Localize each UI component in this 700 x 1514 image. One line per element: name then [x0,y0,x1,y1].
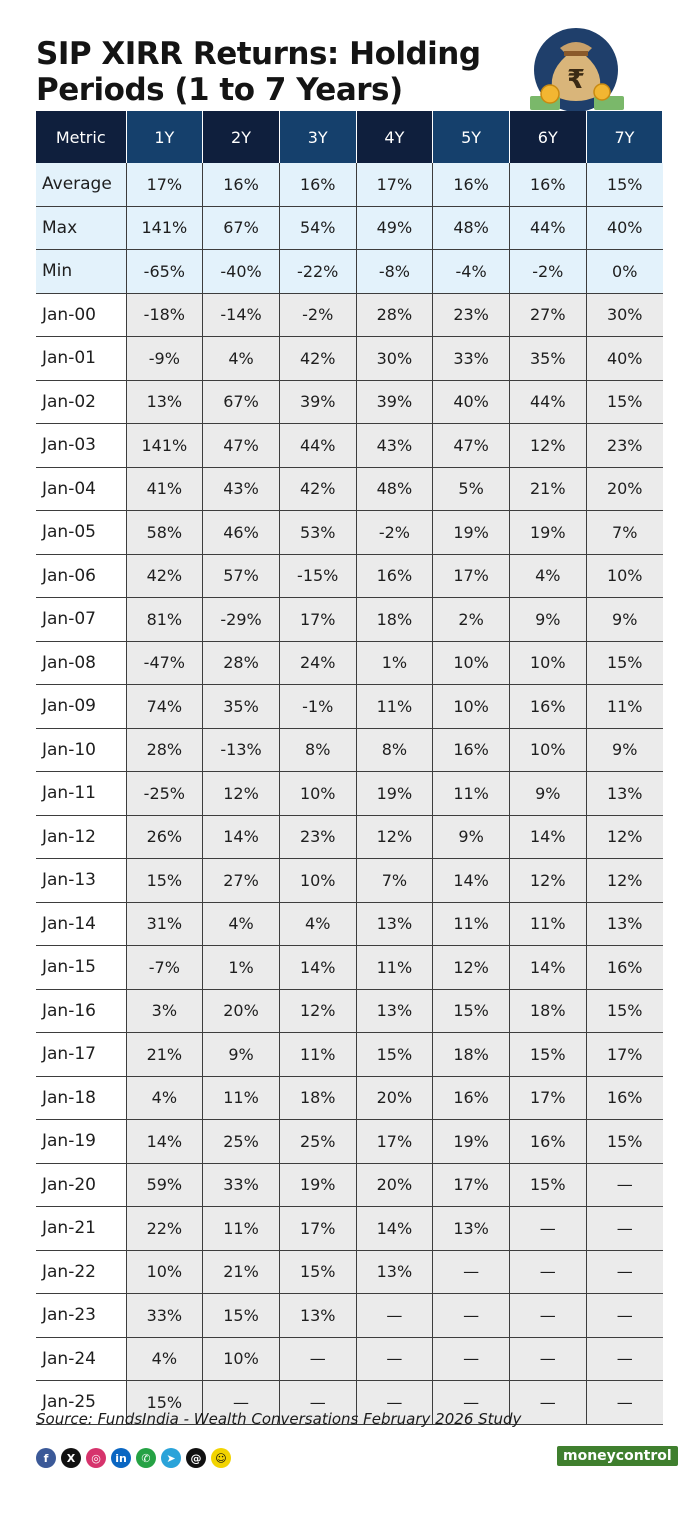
table-cell: 17% [586,1033,663,1077]
column-header: 2Y [203,111,280,163]
table-cell: 16% [586,1076,663,1120]
table-cell: -65% [126,250,203,294]
row-label: Jan-19 [36,1120,126,1164]
table-cell: -2% [509,250,586,294]
table-cell: 16% [586,946,663,990]
table-row [36,1337,663,1381]
table-cell: 23% [586,424,663,468]
table-cell: 16% [203,163,280,206]
table-cell: 15% [586,380,663,424]
table-row [36,380,663,424]
table-row [36,598,663,642]
returns-table [36,111,663,1425]
source-note: Source: FundsIndia - Wealth Conversations February 2026 Study [36,1410,522,1428]
table-cell: 18% [433,1033,510,1077]
table-cell: 13% [433,1207,510,1251]
brand-logo: moneycontrol [557,1446,678,1466]
table-row [36,772,663,816]
table-cell: 14% [509,815,586,859]
table-row [36,1076,663,1120]
table-cell: 14% [279,946,356,990]
instagram-icon[interactable]: ◎ [86,1448,106,1468]
table-row [36,511,663,555]
table-header-row [36,111,663,163]
social-icons [36,1448,231,1468]
table-cell: 11% [586,685,663,729]
table-cell: 44% [509,380,586,424]
row-label: Jan-10 [36,728,126,772]
table-cell: 12% [433,946,510,990]
table-cell: 10% [279,772,356,816]
row-label: Jan-20 [36,1163,126,1207]
table-cell: 16% [509,685,586,729]
table-cell: -9% [126,337,203,381]
table-cell: 30% [586,293,663,337]
table-cell: 19% [433,1120,510,1164]
table-cell: 4% [203,337,280,381]
table-cell: 17% [433,554,510,598]
table-cell: 11% [203,1207,280,1251]
row-label: Jan-09 [36,685,126,729]
table-cell: 41% [126,467,203,511]
table-cell: 15% [586,163,663,206]
table-cell: — [433,1294,510,1338]
table-cell: 13% [279,1294,356,1338]
table-cell: -8% [356,250,433,294]
table-cell: 2% [433,598,510,642]
row-label: Jan-06 [36,554,126,598]
row-label: Jan-24 [36,1337,126,1381]
table-cell: 8% [356,728,433,772]
table-cell: — [586,1294,663,1338]
telegram-icon[interactable]: ➤ [161,1448,181,1468]
table-cell: 74% [126,685,203,729]
table-cell: 21% [203,1250,280,1294]
table-cell: 47% [203,424,280,468]
table-cell: 26% [126,815,203,859]
linkedin-icon[interactable]: in [111,1448,131,1468]
table-row [36,685,663,729]
table-cell: 16% [356,554,433,598]
table-cell: 19% [509,511,586,555]
table-cell: 17% [356,1120,433,1164]
table-cell: -47% [126,641,203,685]
row-label: Jan-04 [36,467,126,511]
table-cell: 16% [279,163,356,206]
table-cell: 1% [356,641,433,685]
table-row [36,641,663,685]
table-cell: 67% [203,206,280,250]
table-cell: 10% [509,728,586,772]
table-cell: 13% [356,989,433,1033]
table-cell: 20% [586,467,663,511]
table-cell: 18% [356,598,433,642]
table-cell: 13% [126,380,203,424]
table-cell: -2% [356,511,433,555]
table-cell: 16% [509,1120,586,1164]
table-cell: 53% [279,511,356,555]
table-cell: 14% [433,859,510,903]
table-cell: 4% [279,902,356,946]
table-cell: 16% [433,728,510,772]
table-cell: — [586,1207,663,1251]
table-cell: 15% [586,1120,663,1164]
table-cell: 27% [203,859,280,903]
table-row [36,1120,663,1164]
table-row [36,250,663,294]
table-cell: 42% [279,467,356,511]
table-cell: 17% [509,1076,586,1120]
table-cell: — [356,1337,433,1381]
table-cell: 25% [279,1120,356,1164]
table-row [36,1163,663,1207]
table-cell: 15% [126,1381,203,1425]
table-cell: 10% [126,1250,203,1294]
table-cell: 39% [356,380,433,424]
table-row [36,554,663,598]
table-cell: 17% [279,598,356,642]
table-cell: 15% [433,989,510,1033]
table-cell: -7% [126,946,203,990]
row-label: Jan-00 [36,293,126,337]
table-cell: 4% [126,1076,203,1120]
table-cell: 17% [433,1163,510,1207]
table-cell: 4% [509,554,586,598]
table-cell: 15% [279,1250,356,1294]
column-header: 3Y [279,111,356,163]
table-cell: — [509,1250,586,1294]
table-cell: 19% [356,772,433,816]
table-cell: 40% [433,380,510,424]
row-label: Max [36,206,126,250]
table-cell: 13% [586,902,663,946]
table-row [36,206,663,250]
table-cell: 11% [356,946,433,990]
table-row [36,337,663,381]
table-cell: 46% [203,511,280,555]
table-cell: 7% [356,859,433,903]
table-cell: 141% [126,424,203,468]
table-cell: 40% [586,206,663,250]
table-cell: -4% [433,250,510,294]
row-label: Jan-22 [36,1250,126,1294]
table-cell: — [433,1250,510,1294]
table-cell: -14% [203,293,280,337]
table-cell: 10% [433,685,510,729]
table-row [36,1294,663,1338]
table-row [36,859,663,903]
column-header: 5Y [433,111,510,163]
table-cell: 3% [126,989,203,1033]
table-cell: 42% [279,337,356,381]
column-header: 1Y [126,111,203,163]
table-cell: 21% [126,1033,203,1077]
table-cell: — [203,1381,280,1425]
table-row [36,1250,663,1294]
table-cell: — [279,1381,356,1425]
row-label: Min [36,250,126,294]
table-cell: 14% [126,1120,203,1164]
table-cell: 25% [203,1120,280,1164]
row-label: Jan-05 [36,511,126,555]
row-label: Jan-14 [36,902,126,946]
row-label: Jan-08 [36,641,126,685]
table-cell: -29% [203,598,280,642]
table-cell: 10% [586,554,663,598]
table-cell: 18% [279,1076,356,1120]
table-cell: 28% [126,728,203,772]
table-cell: -40% [203,250,280,294]
table-cell: 10% [509,641,586,685]
table-cell: 20% [356,1076,433,1120]
table-cell: 16% [433,163,510,206]
table-cell: 19% [279,1163,356,1207]
table-cell: 31% [126,902,203,946]
table-cell: 14% [203,815,280,859]
table-cell: — [433,1337,510,1381]
threads-icon[interactable]: @ [186,1448,206,1468]
table-row [36,946,663,990]
table-cell: — [509,1381,586,1425]
chart-title: SIP XIRR Returns: Holding Periods (1 to 7 Years) [36,36,481,108]
table-cell: 9% [433,815,510,859]
table-cell: 8% [279,728,356,772]
table-cell: 19% [433,511,510,555]
table-cell: 43% [356,424,433,468]
table-cell: — [586,1250,663,1294]
table-cell: 7% [586,511,663,555]
table-row [36,1207,663,1251]
row-label: Jan-25 [36,1381,126,1425]
row-label: Jan-16 [36,989,126,1033]
table-cell: 35% [203,685,280,729]
table-cell: 16% [509,163,586,206]
row-label: Jan-12 [36,815,126,859]
table-cell: 28% [356,293,433,337]
table-cell: 23% [279,815,356,859]
table-cell: 17% [126,163,203,206]
column-header: 7Y [586,111,663,163]
table-row [36,424,663,468]
table-cell: 44% [509,206,586,250]
table-cell: 15% [586,641,663,685]
table-cell: -2% [279,293,356,337]
row-label: Jan-03 [36,424,126,468]
table-row [36,467,663,511]
table-cell: 11% [356,685,433,729]
table-cell: 81% [126,598,203,642]
table-cell: 39% [279,380,356,424]
row-label: Jan-07 [36,598,126,642]
table-cell: 10% [279,859,356,903]
table-cell: 57% [203,554,280,598]
table-cell: 13% [356,902,433,946]
table-cell: 9% [586,598,663,642]
table-cell: 12% [586,815,663,859]
snapchat-icon[interactable]: ☺ [211,1448,231,1468]
table-cell: 13% [356,1250,433,1294]
table-cell: 15% [356,1033,433,1077]
table-cell: 15% [586,989,663,1033]
table-cell: 15% [203,1294,280,1338]
table-cell: 44% [279,424,356,468]
table-cell: 27% [509,293,586,337]
row-label: Jan-11 [36,772,126,816]
table-cell: 49% [356,206,433,250]
table-cell: 14% [356,1207,433,1251]
table-cell: -1% [279,685,356,729]
table-cell: — [433,1381,510,1425]
table-cell: — [509,1337,586,1381]
table-cell: 141% [126,206,203,250]
table-cell: 67% [203,380,280,424]
table-cell: 47% [433,424,510,468]
row-label: Jan-01 [36,337,126,381]
table-cell: 12% [203,772,280,816]
table-cell: 22% [126,1207,203,1251]
row-label: Jan-02 [36,380,126,424]
row-label: Jan-21 [36,1207,126,1251]
table-cell: -18% [126,293,203,337]
table-cell: 13% [586,772,663,816]
table-cell: 1% [203,946,280,990]
table-cell: 17% [356,163,433,206]
table-cell: 23% [433,293,510,337]
table-cell: -13% [203,728,280,772]
table-cell: — [356,1381,433,1425]
table-cell: 43% [203,467,280,511]
column-header: 4Y [356,111,433,163]
table-cell: 17% [279,1207,356,1251]
money-bag-icon [524,18,628,114]
table-cell: — [356,1294,433,1338]
table-row [36,163,663,206]
table-cell: 12% [509,424,586,468]
table-cell: 12% [509,859,586,903]
table-cell: — [586,1337,663,1381]
table-row [36,1033,663,1077]
table-cell: 33% [433,337,510,381]
table-cell: 21% [509,467,586,511]
table-cell: 33% [203,1163,280,1207]
table-cell: 42% [126,554,203,598]
svg-text:₹: ₹ [566,65,586,95]
table-cell: 54% [279,206,356,250]
table-cell: -25% [126,772,203,816]
table-cell: 5% [433,467,510,511]
table-cell: 4% [203,902,280,946]
table-cell: 11% [509,902,586,946]
table-cell: 9% [509,772,586,816]
table-cell: 4% [126,1337,203,1381]
row-label: Jan-23 [36,1294,126,1338]
row-label: Jan-17 [36,1033,126,1077]
row-label: Jan-13 [36,859,126,903]
table-row [36,989,663,1033]
table-cell: 59% [126,1163,203,1207]
table-cell: 15% [509,1163,586,1207]
table-row [36,902,663,946]
row-label: Average [36,163,126,206]
table-cell: -22% [279,250,356,294]
table-row [36,815,663,859]
table-cell: 48% [433,206,510,250]
x-icon[interactable]: X [61,1448,81,1468]
table-cell: 15% [509,1033,586,1077]
whatsapp-icon[interactable]: ✆ [136,1448,156,1468]
table-cell: 9% [203,1033,280,1077]
table-cell: — [509,1294,586,1338]
table-cell: 20% [203,989,280,1033]
row-label: Jan-18 [36,1076,126,1120]
table-cell: 20% [356,1163,433,1207]
table-cell: 0% [586,250,663,294]
facebook-icon[interactable]: f [36,1448,56,1468]
table-cell: 35% [509,337,586,381]
table-cell: 11% [433,902,510,946]
table-cell: 12% [279,989,356,1033]
table-cell: 11% [433,772,510,816]
table-cell: — [279,1337,356,1381]
table-cell: — [509,1207,586,1251]
row-label: Jan-15 [36,946,126,990]
table-cell: 28% [203,641,280,685]
table-cell: -15% [279,554,356,598]
table-cell: 14% [509,946,586,990]
table-cell: 16% [433,1076,510,1120]
column-header: 6Y [509,111,586,163]
column-header: Metric [36,111,126,163]
table-cell: 12% [586,859,663,903]
table-cell: 48% [356,467,433,511]
table-cell: 58% [126,511,203,555]
table-cell: 24% [279,641,356,685]
table-cell: 18% [509,989,586,1033]
table-cell: 9% [509,598,586,642]
table-cell: 11% [203,1076,280,1120]
table-cell: — [586,1381,663,1425]
table-cell: — [586,1163,663,1207]
table-cell: 30% [356,337,433,381]
table-cell: 12% [356,815,433,859]
table-cell: 33% [126,1294,203,1338]
table-cell: 15% [126,859,203,903]
table-cell: 10% [433,641,510,685]
table-cell: 11% [279,1033,356,1077]
table-cell: 10% [203,1337,280,1381]
table-row [36,293,663,337]
table-cell: 40% [586,337,663,381]
table-cell: 9% [586,728,663,772]
table-row [36,728,663,772]
